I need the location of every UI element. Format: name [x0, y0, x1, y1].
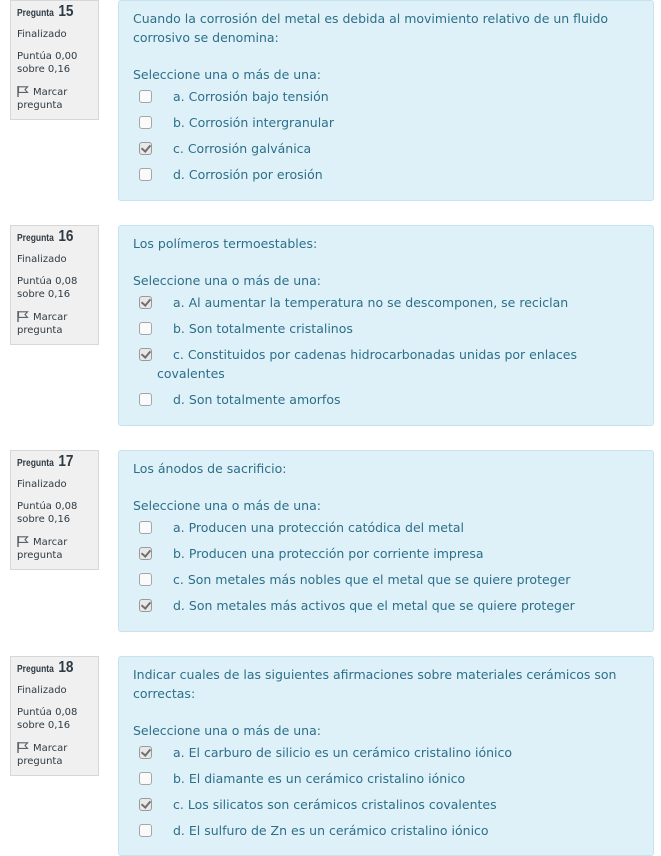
question-state: Finalizado	[17, 479, 67, 490]
answer-option[interactable]: d. El sulfuro de Zn es un cerámico cristalino iónico	[133, 821, 639, 840]
question-number: Pregunta 17	[17, 453, 74, 470]
answer-option[interactable]: a. Al aumentar la temperatura no se descomponen, se reciclan	[133, 293, 639, 312]
question-grade: Puntúa 0,08 sobre 0,16	[17, 501, 78, 525]
flag-question-button[interactable]: Marcar pregunta	[17, 87, 68, 111]
question-text: Indicar cuales de las siguientes afirmaciones sobre materiales cerámicos son correctas:	[133, 667, 617, 701]
question-info-16	[10, 225, 99, 345]
answer-checkbox[interactable]	[139, 348, 152, 361]
question-grade: Puntúa 0,08 sobre 0,16	[17, 276, 78, 300]
flag-icon	[17, 86, 29, 97]
answer-option[interactable]: c. Constituidos por cadenas hidrocarbonadas unidas por enlaces covalentes	[133, 345, 639, 383]
question-info-17	[10, 450, 99, 570]
question-content-16	[118, 225, 654, 426]
question-state: Finalizado	[17, 685, 67, 696]
question-number: Pregunta 15	[17, 3, 74, 20]
answer-option[interactable]: c. Son metales más nobles que el metal que se quiere proteger	[133, 570, 639, 589]
answer-option[interactable]: b. Son totalmente cristalinos	[133, 319, 639, 338]
flag-question-button[interactable]: Marcar pregunta	[17, 537, 68, 561]
question-text: Los ánodos de sacrificio:	[133, 461, 287, 476]
answer-checkbox[interactable]	[139, 547, 152, 560]
question-state: Finalizado	[17, 29, 67, 40]
answer-option[interactable]: b. Producen una protección por corriente impresa	[133, 544, 639, 563]
answer-checkbox[interactable]	[139, 142, 152, 155]
answer-option[interactable]: c. Corrosión galvánica	[133, 139, 639, 158]
question-info-18	[10, 656, 99, 776]
answer-prompt: Seleccione una o más de una:	[133, 498, 321, 513]
answer-checkbox[interactable]	[139, 116, 152, 129]
answer-checkbox[interactable]	[139, 798, 152, 811]
answer-checkbox[interactable]	[139, 772, 152, 785]
answer-option[interactable]: d. Son metales más activos que el metal que se quiere proteger	[133, 596, 639, 615]
question-number: Pregunta 18	[17, 659, 74, 676]
question-grade: Puntúa 0,00 sobre 0,16	[17, 51, 78, 75]
flag-icon	[17, 536, 29, 547]
answer-checkbox[interactable]	[139, 824, 152, 837]
answer-checkbox[interactable]	[139, 521, 152, 534]
flag-icon	[17, 311, 29, 322]
answer-checkbox[interactable]	[139, 168, 152, 181]
answer-option[interactable]: a. Corrosión bajo tensión	[133, 87, 639, 106]
answer-option[interactable]: a. Producen una protección catódica del metal	[133, 518, 639, 537]
flag-icon	[17, 742, 29, 753]
question-content-18	[118, 656, 654, 856]
question-text: Los polímeros termoestables:	[133, 236, 318, 251]
answer-checkbox[interactable]	[139, 746, 152, 759]
flag-question-button[interactable]: Marcar pregunta	[17, 312, 68, 336]
question-grade: Puntúa 0,08 sobre 0,16	[17, 707, 78, 731]
answer-checkbox[interactable]	[139, 90, 152, 103]
answer-checkbox[interactable]	[139, 296, 152, 309]
answer-checkbox[interactable]	[139, 573, 152, 586]
answer-checkbox[interactable]	[139, 393, 152, 406]
question-info-15	[10, 0, 99, 120]
answer-prompt: Seleccione una o más de una:	[133, 273, 321, 288]
question-number: Pregunta 16	[17, 228, 74, 245]
answer-checkbox[interactable]	[139, 599, 152, 612]
question-text: Cuando la corrosión del metal es debida al movimiento relativo de un fluido corrosivo se denomina:	[133, 11, 609, 45]
question-content-17	[118, 450, 654, 632]
answer-option[interactable]: d. Corrosión por erosión	[133, 165, 639, 184]
answer-option[interactable]: b. El diamante es un cerámico cristalino iónico	[133, 769, 639, 788]
answer-option[interactable]: d. Son totalmente amorfos	[133, 390, 639, 409]
answer-option[interactable]: c. Los silicatos son cerámicos cristalinos covalentes	[133, 795, 639, 814]
question-content-15	[118, 0, 654, 201]
answer-checkbox[interactable]	[139, 322, 152, 335]
question-state: Finalizado	[17, 254, 67, 265]
answer-option[interactable]: a. El carburo de silicio es un cerámico cristalino iónico	[133, 743, 639, 762]
answer-option[interactable]: b. Corrosión intergranular	[133, 113, 639, 132]
flag-question-button[interactable]: Marcar pregunta	[17, 743, 68, 767]
answer-prompt: Seleccione una o más de una:	[133, 723, 321, 738]
answer-prompt: Seleccione una o más de una:	[133, 67, 321, 82]
